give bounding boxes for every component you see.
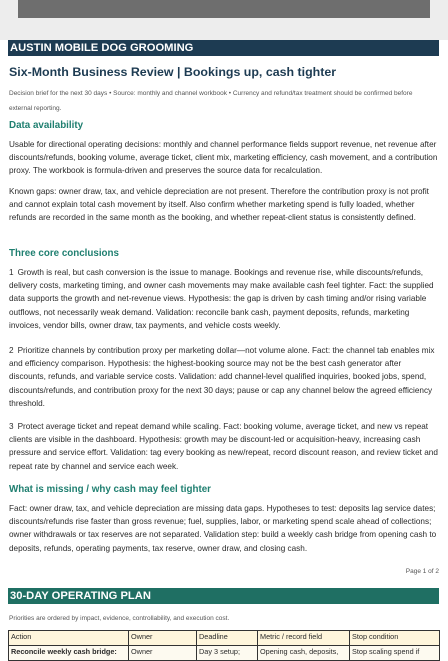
document-page <box>0 40 448 656</box>
column-header-stop: Stop condition <box>350 631 440 646</box>
column-header-deadline: Deadline <box>197 631 258 646</box>
missing-paragraph: Fact: owner draw, tax, and vehicle depreciation are missing data gaps. Hypotheses to test: deposits lag service dates; discounts/refunds rise faster than gross revenue; fuel, supplies, labor, or marketing spend scale ahead of collections; owner withdrawals or tax reserves are not separated. Validation step: build a weekly cash bridge from opening cash to deposits, refunds, operating payments, tax reserve, owner draw, and closing cash. <box>9 504 437 553</box>
conclusion-number: 3 <box>9 422 14 431</box>
conclusion-item-3 <box>9 420 439 473</box>
brief-meta: Decision brief for the next 30 days • Source: monthly and channel workbook • Currency and refund/tax treatment should be confirmed before external reporting. <box>9 90 413 112</box>
table-cell: Reconcile weekly cash bridge: <box>9 646 129 661</box>
availability-paragraph-1: Usable for directional operating decisions: monthly and channel performance fields support revenue, net revenue after discounts/refunds, booking volume, average ticket, client mix, marketing efficiency, cash movement, and a contribution proxy. The workbook is formula-driven and preserves the source data for recalculation. <box>9 140 438 176</box>
column-header-metric: Metric / record field <box>258 631 350 646</box>
table-row <box>9 646 440 661</box>
conclusion-text: Prioritize channels by contribution proxy per marketing dollar—not volume alone. Fact: the channel tab enables mix and efficiency comparison. Hypothesis: the highest-booking source may not be the best cash generator after discounts, refunds, and variable service costs. Validation: add channel-level qualified inquiries, booked jobs, spend, discounts/refunds, and contribution proxy for the next 30 days; pause or cap any channel below the agreed efficiency threshold. <box>9 346 435 408</box>
previous-page-edge <box>0 0 448 40</box>
company-banner: AUSTIN MOBILE DOG GROOMING <box>8 40 439 56</box>
page-number: Page 1 of 2 <box>405 568 439 575</box>
column-header-action: Action <box>9 631 129 646</box>
data-availability-heading: Data availability <box>9 120 84 131</box>
table-cell: Stop scaling spend if <box>350 646 440 661</box>
conclusion-number: 1 <box>9 268 14 277</box>
conclusions-heading: Three core conclusions <box>9 248 119 259</box>
previous-page-strip <box>18 0 430 18</box>
conclusion-text: Protect average ticket and repeat demand while scaling. Fact: booking volume, average ticket, and new vs repeat clients are visible in the dashboard. Hypothesis: growth may be discount-led or acquisition-heavy, increasing cash pressure and service effort. Validation: tag every booking as new/repeat, record discount reason, and review ticket and repeat rate by channel and service each week. <box>9 422 438 471</box>
conclusion-item-2 <box>9 344 439 410</box>
table-cell: Opening cash, deposits, <box>258 646 350 661</box>
table-cell: Owner <box>129 646 197 661</box>
page-title: Six-Month Business Review | Bookings up, cash tighter <box>9 65 337 79</box>
column-header-owner: Owner <box>129 631 197 646</box>
plan-note: Priorities are ordered by impact, evidence, controllability, and execution cost. <box>9 615 230 622</box>
plan-banner: 30-DAY OPERATING PLAN <box>8 588 439 604</box>
conclusion-item-1 <box>9 266 439 332</box>
table-cell: Day 3 setup; <box>197 646 258 661</box>
availability-paragraph-2: Known gaps: owner draw, tax, and vehicle depreciation are not present. Therefore the contribution proxy is not profit and cannot explain total cash movement by itself. Also confirm whether marketing spend is fully loaded, whether refunds are recorded in the same month as the booking, and whether repeat-client status is consistently defined. <box>9 187 429 223</box>
operating-plan-table <box>8 630 440 661</box>
missing-heading: What is missing / why cash may feel tighter <box>9 484 211 495</box>
conclusion-text: Growth is real, but cash conversion is the issue to manage. Bookings and revenue rise, while discounts/refunds, delivery costs, marketing timing, and owner cash movements may make available cash feel tighter. Fact: the supplied data supports the growth and net-revenue views. Hypothesis: the gap is driven by cash timing and/or rising variable outflows, not necessarily weak demand. Validation: reconcile bank cash, payment deposits, refunds, marketing invoices, vendor bills, owner draw, tax payments, and vehicle costs weekly. <box>9 268 434 330</box>
conclusion-number: 2 <box>9 346 14 355</box>
table-header-row <box>9 631 440 646</box>
